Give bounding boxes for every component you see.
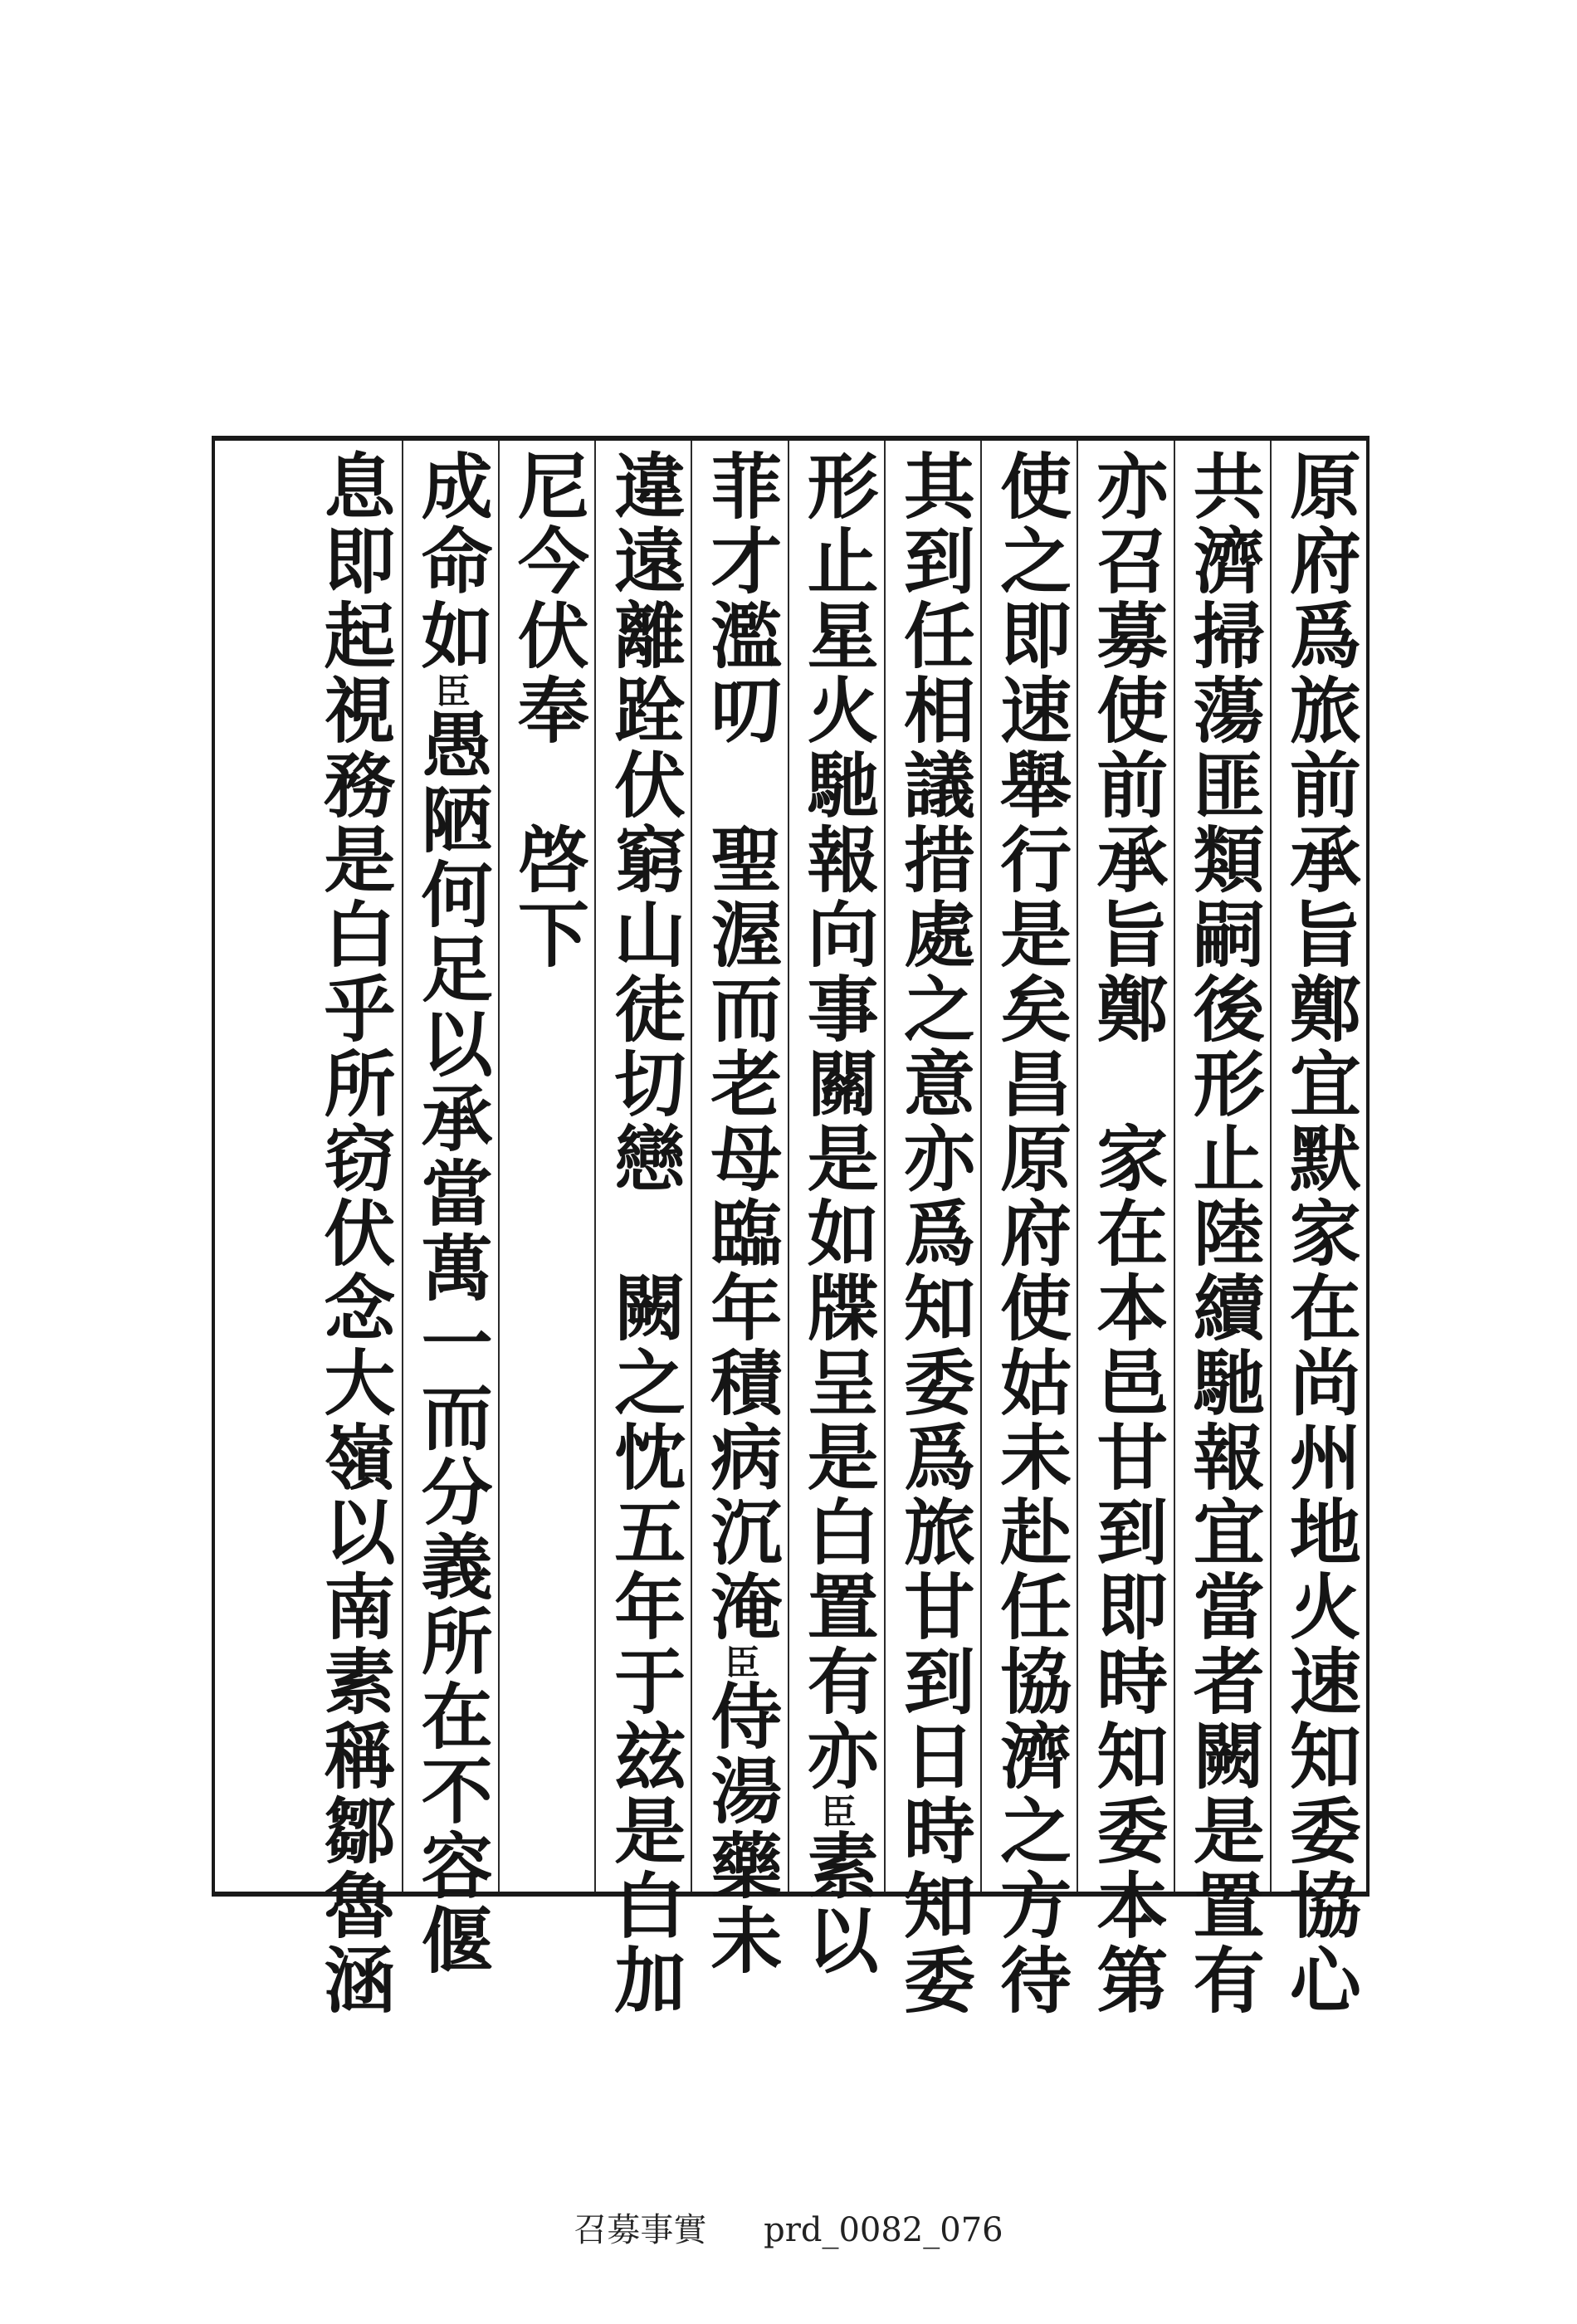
- page-footer: [0, 2204, 1577, 2251]
- text-column: [884, 441, 980, 2018]
- column-text: 共濟掃蕩匪類嗣後形止陸續馳報宜當者闕是置有: [1180, 449, 1265, 2018]
- column-text: 原府爲旅前承旨鄭宜默家在尚州地火速知委協心: [1277, 449, 1361, 2018]
- column-text: 形止星火馳報向事關是如牒呈是白置有亦臣素以: [794, 449, 879, 1978]
- column-text: 使之即速舉行是矣昌原府使姑未赴任協濟之方待: [988, 449, 1072, 2018]
- text-column: [594, 441, 691, 2018]
- text-column: [788, 441, 884, 1978]
- column-text: 其到任相議措處之意亦爲知委爲旅甘到日時知委: [891, 449, 975, 2018]
- column-text: 尼今伏奉 啓下: [505, 449, 589, 972]
- text-column: [1077, 441, 1173, 2018]
- text-column: [691, 441, 787, 1978]
- footer-code: prd_0082_076: [764, 2211, 1003, 2249]
- text-column: [498, 441, 594, 1892]
- column-text: 違遠離跧伏窮山徒切戀 闕之忱五年于玆是白加: [602, 449, 686, 2018]
- text-columns: [215, 441, 1366, 2018]
- footer-title: 召募事實: [574, 2211, 707, 2249]
- column-text: 菲才濫叨 聖渥而老母臨年積病沉淹臣侍湯藥未: [698, 449, 783, 1978]
- column-text: 成命如臣愚陋何足以承當萬一而分義所在不容偃: [408, 449, 493, 1978]
- column-text: 息即起視務是白乎所窃伏念大嶺以南素稱鄒魯涵: [311, 449, 396, 2018]
- text-column: [980, 441, 1077, 2018]
- column-text: 亦召募使前承旨鄭 家在本邑甘到即時知委本第: [1084, 449, 1169, 2018]
- text-frame: [212, 436, 1370, 2018]
- text-column: [1174, 441, 1270, 2018]
- text-column: [402, 441, 498, 1978]
- text-column: [305, 441, 401, 2018]
- text-column: [1270, 441, 1366, 2018]
